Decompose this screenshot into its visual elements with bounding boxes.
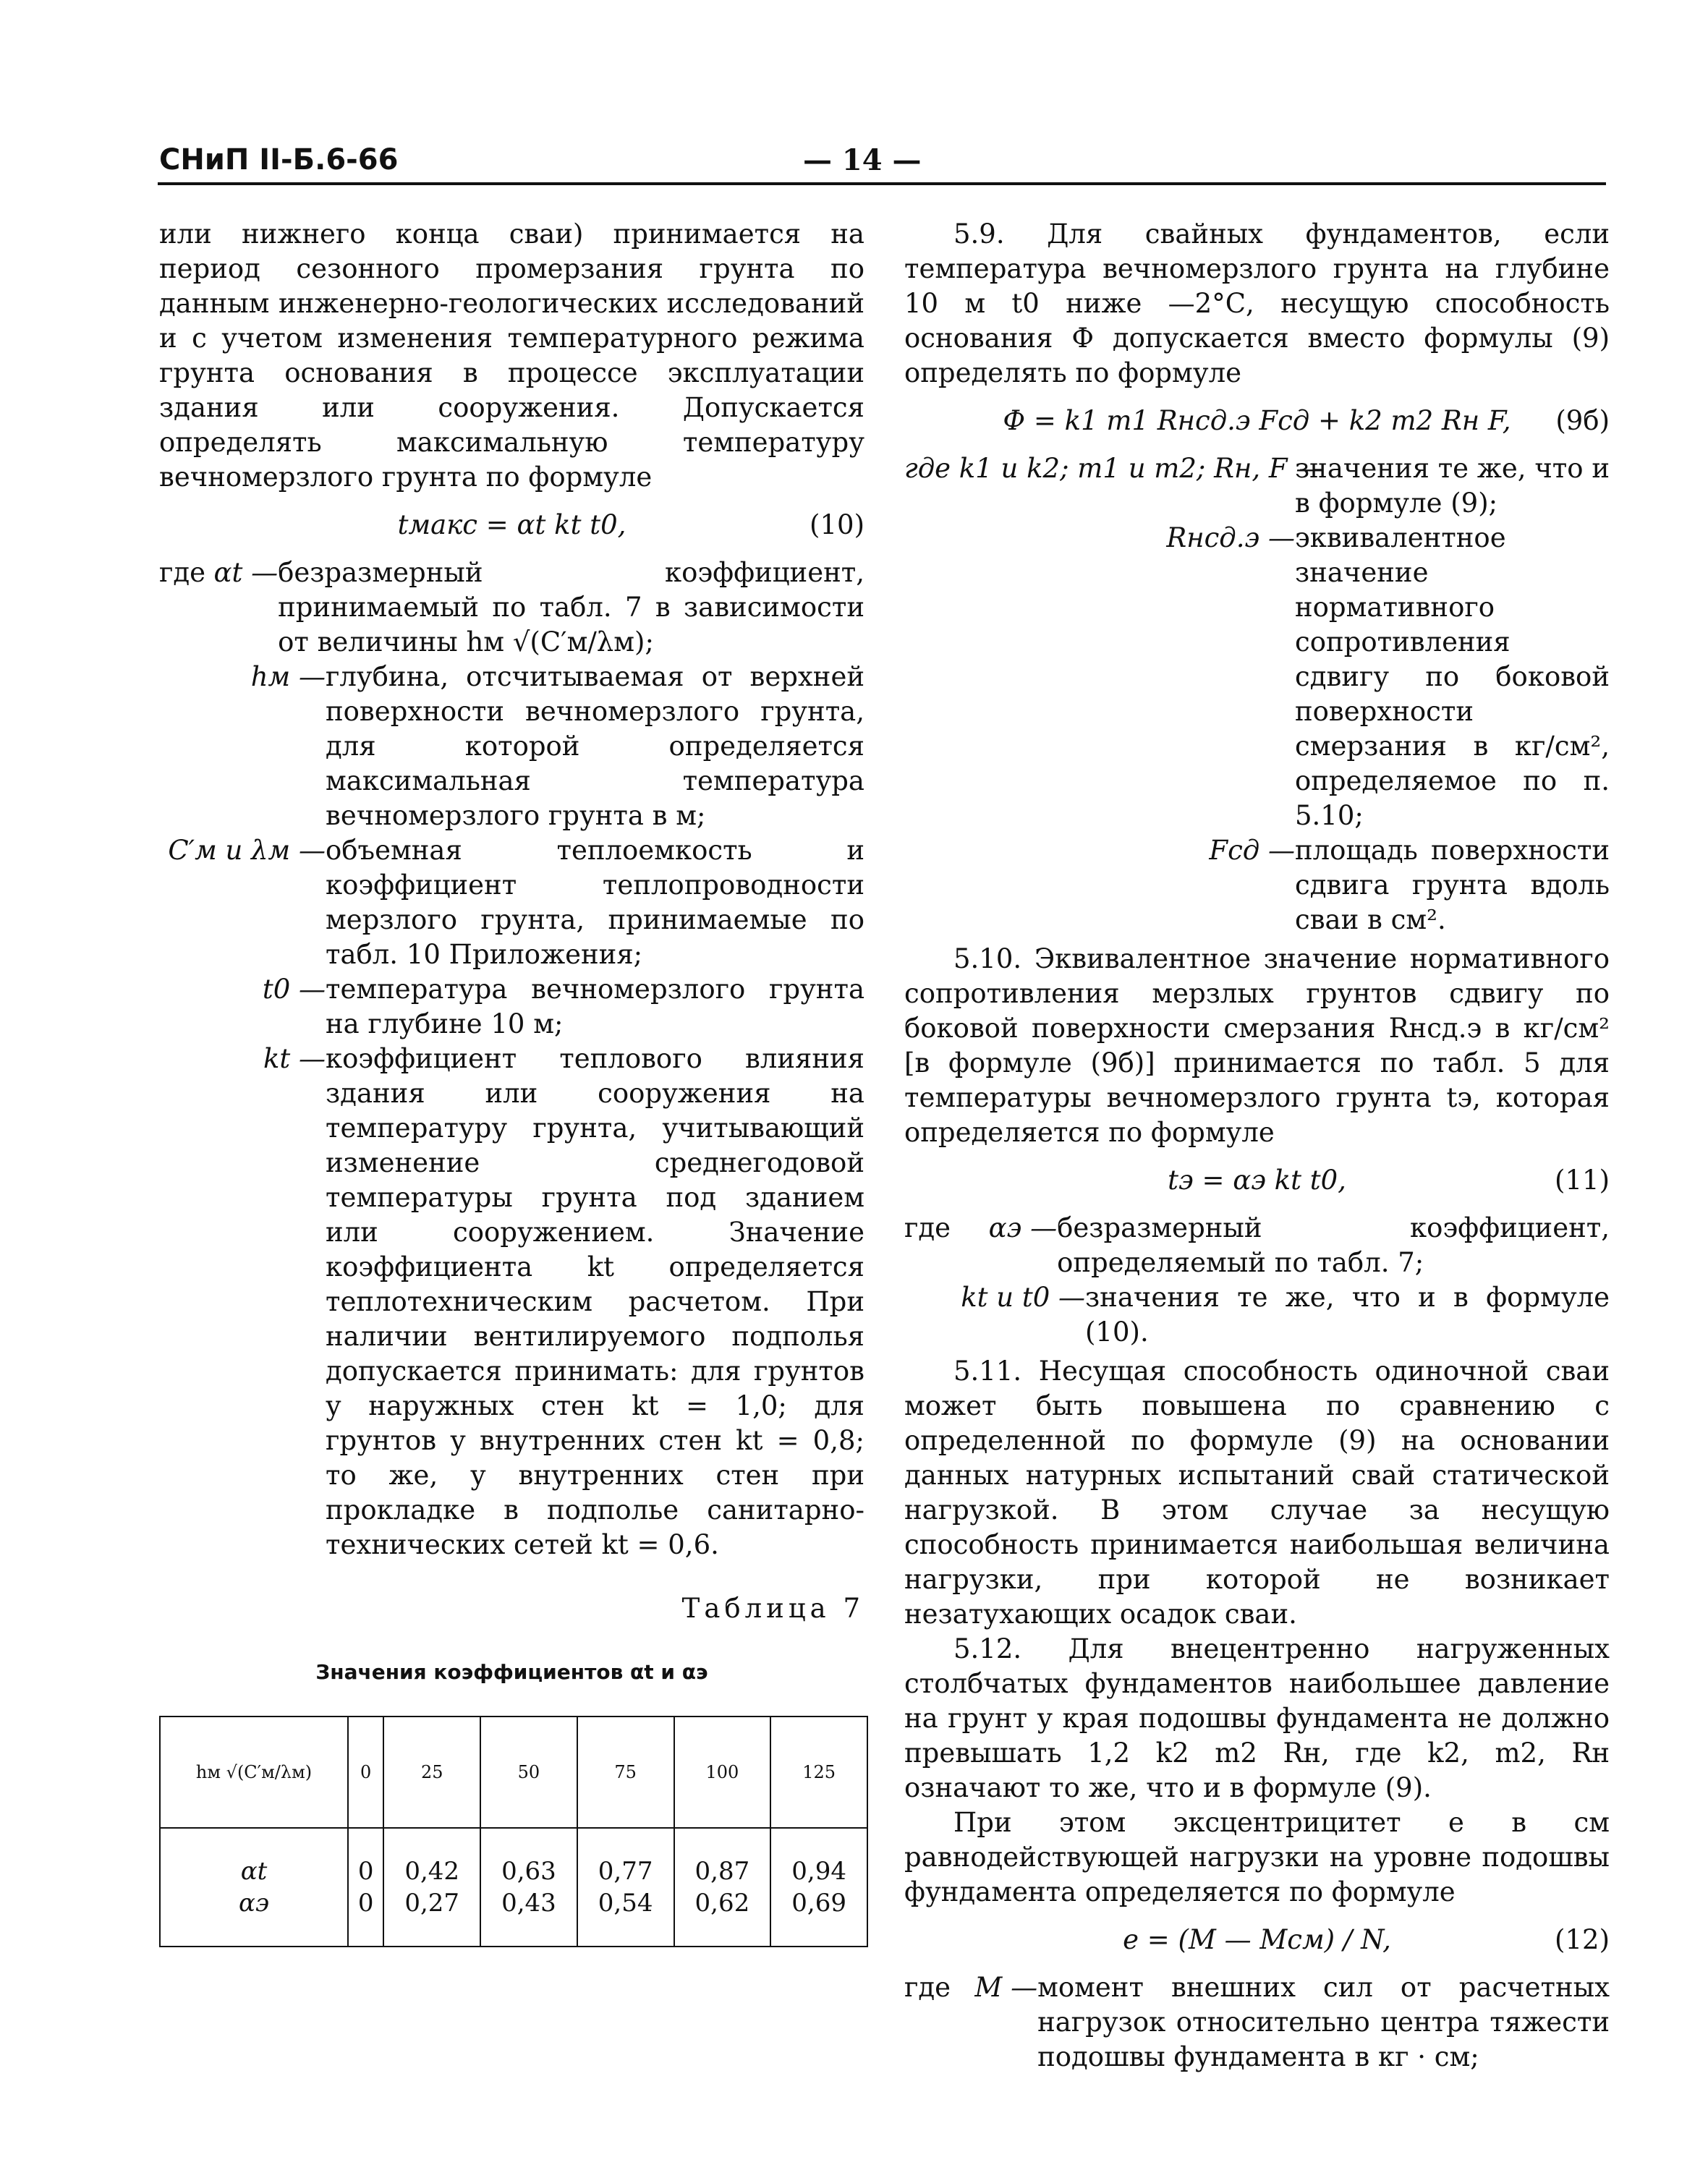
cell-alpha-e: 0,43 <box>501 1889 556 1918</box>
cell-alpha-e: 0,54 <box>598 1889 653 1918</box>
definition-item <box>904 1970 1610 2075</box>
table-cell <box>480 1828 577 1947</box>
definition-text: температура вечномерзлого грунта на глубине 10 м; <box>326 974 864 1039</box>
definition-term: kt и t0 — <box>961 1282 1085 1313</box>
table-row-labels <box>160 1828 348 1947</box>
formula-9b-expression: Ф = k1 m1 Rнсд.э Fсд + k2 m2 Rн F, <box>1003 405 1511 436</box>
definition-term: M — <box>974 1972 1038 2003</box>
formula-10-definitions <box>159 556 864 1562</box>
formula-11-number: (11) <box>1555 1165 1610 1196</box>
definition-term: C′м и λм — <box>168 835 326 866</box>
right-column <box>904 217 1610 2079</box>
table-column-header: 50 <box>480 1717 577 1828</box>
definition-item <box>159 556 864 660</box>
formula-11-expression: tэ = αэ kt t0, <box>1168 1165 1346 1196</box>
table-header-row <box>160 1717 867 1828</box>
table-head-label: hм √(C′м/λм) <box>160 1717 348 1828</box>
table-column-header: 125 <box>770 1717 867 1828</box>
table-row <box>160 1828 867 1947</box>
definition-term: где k1 и k2; m1 и m2; Rн, F — <box>904 453 1323 484</box>
cell-alpha-t: 0 <box>357 1857 374 1886</box>
definition-item <box>904 521 1610 833</box>
paragraph-5-11: 5.11. Несущая способность одиночной сваи может быть повышена по сравнению с определенной по формуле (9) на основании данных натурных испытаний свай статической нагрузкой. В этом случае за несущую способность принимается наибольшая величина нагрузки, при которой не возникает незатухающих осадок сваи. <box>904 1356 1610 1630</box>
definition-term: t0 — <box>262 974 326 1005</box>
cell-alpha-t: 0,63 <box>501 1857 556 1886</box>
row-label-alpha-t: αt <box>240 1857 268 1886</box>
definition-term: kt — <box>263 1043 326 1074</box>
paragraph-5-10: 5.10. Эквивалентное значение нормативного сопротивления мерзлых грунтов сдвигу по боковой поверхности смерзания Rнсд.э в кг/см² [в формуле (9б)] принимается по табл. 5 для температуры вечномерзлого грунта tэ, которая определяется по формуле <box>904 943 1610 1148</box>
formula-11-definitions <box>904 1211 1610 1350</box>
cell-alpha-t: 0,77 <box>598 1857 653 1886</box>
page-number: — 14 — <box>803 143 922 177</box>
table-cell <box>348 1828 383 1947</box>
cell-alpha-e: 0 <box>357 1889 374 1918</box>
definition-item <box>904 833 1610 937</box>
table-column-header: 25 <box>383 1717 480 1828</box>
definition-item <box>159 660 864 833</box>
formula-10-number: (10) <box>810 509 864 540</box>
definition-item <box>159 972 864 1042</box>
definition-text: площадь поверхности сдвига грунта вдоль сваи в см². <box>1295 835 1610 935</box>
paragraph-5-9: 5.9. Для свайных фундаментов, если температура вечномерзлого грунта на глубине 10 м t0 ниже —2°С, несущую способность основания Ф допускается вместо формулы (9) определять по формуле <box>904 218 1610 388</box>
definition-item <box>904 1280 1610 1350</box>
definition-text: значения те же, что и в формуле (9); <box>1295 453 1610 519</box>
row-label-alpha-e: αэ <box>238 1889 269 1918</box>
table-label: Таблица 7 <box>681 1593 864 1624</box>
left-column <box>159 217 864 1947</box>
formula-12-number: (12) <box>1555 1924 1610 1955</box>
definition-item <box>159 1042 864 1562</box>
cell-alpha-t: 0,94 <box>791 1857 846 1886</box>
cell-alpha-e: 0,27 <box>404 1889 460 1918</box>
definition-text: безразмерный коэффициент, определяемый по табл. 7; <box>1057 1212 1610 1278</box>
cell-alpha-t: 0,42 <box>404 1857 460 1886</box>
table-caption: Значения коэффициентов αt и αэ <box>315 1660 708 1684</box>
table-column-header: 100 <box>674 1717 771 1828</box>
definition-text: момент внешних сил от расчетных нагрузок относительно центра тяжести подошвы фундамента в кг · см; <box>1037 1972 1610 2072</box>
formula-12-expression: e = (M — Mсм) / N, <box>1123 1924 1391 1955</box>
document-code: СНиП II-Б.6-66 <box>159 143 399 176</box>
formula-12-definitions <box>904 1970 1610 2075</box>
coefficients-table <box>159 1716 868 1947</box>
cell-alpha-t: 0,87 <box>694 1857 750 1886</box>
formula-9b-number: (9б) <box>1555 405 1610 436</box>
formula-9b <box>904 401 1610 441</box>
table-cell <box>674 1828 771 1947</box>
cell-alpha-e: 0,62 <box>694 1889 750 1918</box>
where-word: где <box>904 1212 951 1243</box>
table-cell <box>577 1828 674 1947</box>
definition-text: коэффициент теплового влияния здания или сооружения на температуру грунта, учитывающий изменение среднегодовой температуры грунта под зданием или сооружением. Значение коэффициента kt определяется теплотехническим расчетом. При наличии вентилируемого подполья допускается принимать: для грунтов у наружных стен kt = 1,0; для грунтов у внутренних стен kt = 0,8; то же, у внутренних стен при прокладке в подполье санитарно-технических сетей kt = 0,6. <box>326 1043 864 1560</box>
definition-term: αt — <box>213 557 279 588</box>
definition-text: безразмерный коэффициент, принимаемый по табл. 7 в зависимости от величины hм √(C′м/λм); <box>278 557 864 658</box>
formula-10 <box>159 505 864 545</box>
where-word: где <box>904 1972 951 2003</box>
intro-paragraph: или нижнего конца сваи) принимается на период сезонного промерзания грунта по данным инженерно-геологических исследований и с учетом изменения температурного режима грунта основания в процессе эксплуатации здания или сооружения. Допускается определять максимальную температуру вечномерзлого грунта по формуле <box>159 218 864 493</box>
where-word: где <box>159 557 206 588</box>
cell-alpha-e: 0,69 <box>791 1889 846 1918</box>
definition-item <box>904 1211 1610 1280</box>
definition-term: Rнсд.э — <box>1166 522 1295 553</box>
definition-term: Fсд — <box>1209 835 1295 866</box>
formula-9b-definitions <box>904 451 1610 937</box>
definition-text: значения те же, что и в формуле (10). <box>1085 1282 1610 1348</box>
definition-text: глубина, отсчитываемая от верхней поверхности вечномерзлого грунта, для которой определяется максимальная температура вечномерзлого грунта в м; <box>326 661 864 831</box>
paragraph-5-12: 5.12. Для внецентренно нагруженных столбчатых фундаментов наибольшее давление на грунт у края подошвы фундамента не должно превышать 1,2 k2 m2 Rн, где k2, m2, Rн означают то же, что и в формуле (9). <box>904 1633 1610 1803</box>
definition-item <box>904 451 1610 521</box>
table-cell <box>383 1828 480 1947</box>
formula-11 <box>904 1160 1610 1201</box>
table-column-header: 75 <box>577 1717 674 1828</box>
table-cell <box>770 1828 867 1947</box>
definition-term: hм — <box>250 661 326 692</box>
formula-10-expression: tмакс = αt kt t0, <box>397 509 626 540</box>
definition-text: объемная теплоемкость и коэффициент теплопроводности мерзлого грунта, принимаемые по табл. 10 Приложения; <box>326 835 864 970</box>
header-rule <box>158 182 1606 185</box>
table-column-header: 0 <box>348 1717 383 1828</box>
definition-term: αэ — <box>988 1212 1058 1243</box>
definition-item <box>159 833 864 972</box>
definition-text: эквивалентное значение нормативного сопротивления сдвигу по боковой поверхности смерзания в кг/см², определяемое по п. 5.10; <box>1295 522 1610 831</box>
paragraph-5-12-continued: При этом эксцентрицитет e в см равнодействующей нагрузки на уровне подошвы фундамента определяется по формуле <box>904 1807 1610 1907</box>
formula-12 <box>904 1920 1610 1960</box>
